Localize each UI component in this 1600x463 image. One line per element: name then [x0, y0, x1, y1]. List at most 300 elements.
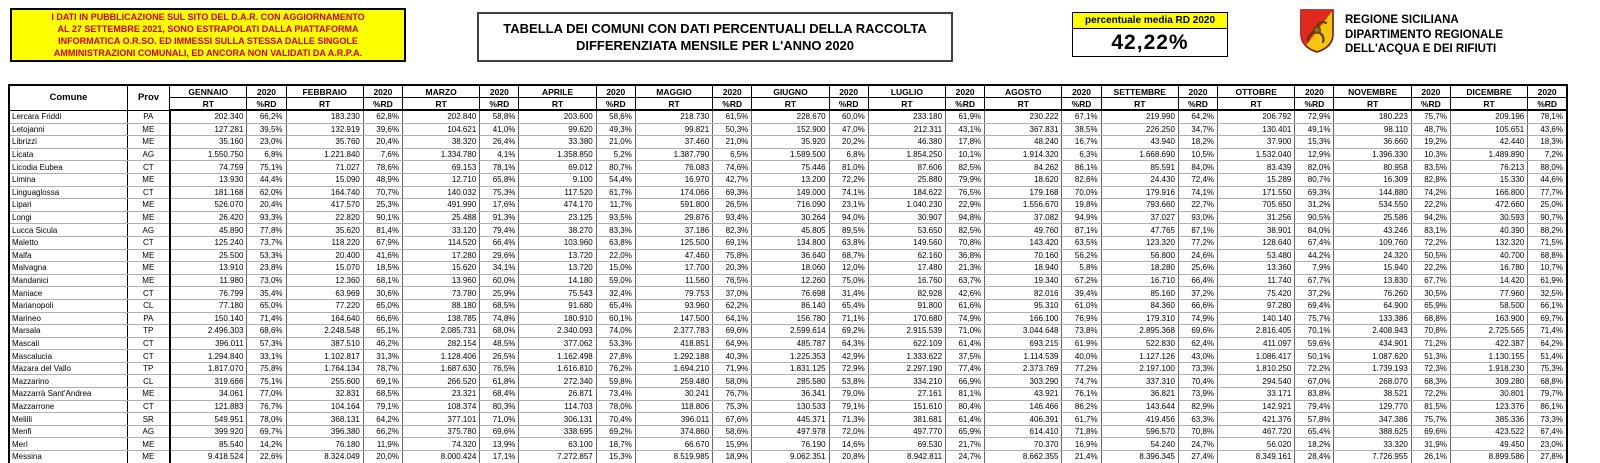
table-row — [9, 299, 1567, 312]
cell-prov: CL — [127, 299, 169, 312]
cell-rt: 2.248.548 — [286, 325, 363, 338]
cell-comune: Lucca Sicula — [9, 224, 127, 237]
cell-rd: 71,5% — [1528, 236, 1567, 249]
cell-rd: 7,6% — [363, 148, 402, 161]
cell-rt: 45.890 — [170, 224, 247, 237]
cell-rd: 68,5% — [363, 388, 402, 401]
cell-rt: 103.960 — [519, 236, 596, 249]
cell-rd: 77,8% — [247, 224, 286, 237]
cell-rd: 16,7% — [1062, 136, 1101, 149]
cell-rd: 49,1% — [1295, 123, 1334, 136]
cell-rt: 1.396.330 — [1334, 148, 1411, 161]
cell-rt: 76.260 — [1334, 287, 1411, 300]
cell-rd: 66,2% — [363, 425, 402, 438]
column-header-prov: Prov — [127, 85, 169, 110]
cell-rd: 71,9% — [713, 362, 752, 375]
cell-rt: 419.456 — [1101, 413, 1178, 426]
cell-rt: 45.805 — [752, 224, 829, 237]
cell-rt: 40.700 — [1450, 249, 1527, 262]
cell-rt: 17.480 — [868, 262, 945, 275]
page-title-line2: DIFFERENZIATA MENSILE PER L'ANNO 2020 — [575, 38, 855, 53]
cell-rt: 26.871 — [519, 388, 596, 401]
cell-rd: 86,1% — [1528, 400, 1567, 413]
cell-rd: 19,2% — [1411, 136, 1450, 149]
cell-rt: 104.164 — [286, 400, 363, 413]
cell-rt: 143.420 — [985, 236, 1062, 249]
disclaimer-line: AL 27 SETTEMBRE 2021, SONO ESTRAPOLATI DALLA PIATTAFORMA — [57, 24, 359, 34]
cell-rt: 33.120 — [402, 224, 479, 237]
cell-rt: 37.082 — [985, 211, 1062, 224]
table-row — [9, 199, 1567, 212]
cell-rt: 127.281 — [170, 123, 247, 136]
cell-rd: 80,3% — [480, 400, 519, 413]
cell-rt: 1.817.070 — [170, 362, 247, 375]
cell-comune: Mascali — [9, 337, 127, 350]
rt-header: RT — [286, 98, 363, 111]
table-row — [9, 375, 1567, 388]
cell-rd: 18,7% — [596, 438, 635, 451]
cell-rd: 53,8% — [829, 375, 868, 388]
cell-rd: 73,7% — [247, 236, 286, 249]
cell-rt: 13.930 — [170, 173, 247, 186]
cell-rt: 203.600 — [519, 110, 596, 123]
cell-rt: 76.083 — [635, 161, 712, 174]
cell-rd: 16,9% — [1062, 438, 1101, 451]
cell-rd: 68,8% — [1528, 375, 1567, 388]
cell-rd: 27,4% — [1178, 451, 1217, 463]
cell-rt: 399.920 — [170, 425, 247, 438]
cell-rd: 69,7% — [247, 425, 286, 438]
cell-rt: 202.340 — [170, 110, 247, 123]
cell-rd: 83,3% — [596, 224, 635, 237]
cell-rt: 183.230 — [286, 110, 363, 123]
cell-rd: 31,4% — [829, 287, 868, 300]
cell-rd: 73,0% — [247, 274, 286, 287]
cell-rt: 83.439 — [1218, 161, 1295, 174]
year-header: 2020 — [247, 85, 286, 98]
cell-comune: Merì — [9, 438, 127, 451]
cell-rt: 693.215 — [985, 337, 1062, 350]
cell-rt: 37.186 — [635, 224, 712, 237]
cell-rd: 65,4% — [829, 299, 868, 312]
cell-rt: 80.958 — [1334, 161, 1411, 174]
cell-rd: 83,5% — [1411, 161, 1450, 174]
table-row — [9, 287, 1567, 300]
cell-rt: 26.420 — [170, 211, 247, 224]
cell-rt: 1.128.406 — [402, 350, 479, 363]
cell-rd: 60,0% — [480, 274, 519, 287]
cell-rt: 13.830 — [1334, 274, 1411, 287]
rt-header: RT — [1101, 98, 1178, 111]
cell-rd: 25,9% — [480, 287, 519, 300]
cell-rd: 72,3% — [1411, 362, 1450, 375]
year-header: 2020 — [713, 85, 752, 98]
cell-rd: 76,2% — [596, 362, 635, 375]
cell-rd: 37,5% — [946, 350, 985, 363]
cell-rd: 87,1% — [1062, 224, 1101, 237]
cell-rt: 147.500 — [635, 312, 712, 325]
cell-rt: 338.695 — [519, 425, 596, 438]
cell-rt: 388.625 — [1334, 425, 1411, 438]
cell-rt: 36.660 — [1334, 136, 1411, 149]
cell-rd: 74,2% — [1411, 186, 1450, 199]
cell-rd: 42,7% — [713, 173, 752, 186]
cell-rd: 61,9% — [946, 110, 985, 123]
cell-rd: 15,9% — [713, 438, 752, 451]
cell-rd: 77,0% — [247, 388, 286, 401]
cell-rt: 8.899.586 — [1450, 451, 1527, 463]
cell-rd: 50,5% — [1411, 249, 1450, 262]
cell-rd: 93,5% — [596, 211, 635, 224]
cell-rd: 81,5% — [1411, 400, 1450, 413]
cell-rd: 34,7% — [1178, 123, 1217, 136]
cell-rd: 70,8% — [1411, 325, 1450, 338]
cell-rt: 85.160 — [1101, 287, 1178, 300]
table-row — [9, 186, 1567, 199]
cell-rd: 31,2% — [1295, 199, 1334, 212]
cell-rd: 64,2% — [1528, 337, 1567, 350]
cell-rt: 1.040.230 — [868, 199, 945, 212]
cell-rd: 72,2% — [829, 173, 868, 186]
cell-rt: 20.400 — [286, 249, 363, 262]
rd-data-table — [8, 84, 1568, 463]
cell-rd: 76,5% — [480, 362, 519, 375]
cell-rt: 8.519.985 — [635, 451, 712, 463]
cell-rt: 24.430 — [1101, 173, 1178, 186]
cell-prov: ME — [127, 173, 169, 186]
cell-rd: 65,4% — [1295, 425, 1334, 438]
cell-rt: 14.420 — [1450, 274, 1527, 287]
cell-rd: 6,8% — [829, 148, 868, 161]
cell-rt: 87.606 — [868, 161, 945, 174]
table-row — [9, 413, 1567, 426]
cell-rt: 377.101 — [402, 413, 479, 426]
cell-rd: 62,4% — [1178, 337, 1217, 350]
cell-rd: 32,5% — [1528, 287, 1567, 300]
cell-rd: 30,6% — [363, 287, 402, 300]
cell-rd: 80,4% — [946, 400, 985, 413]
month-header: LUGLIO — [868, 85, 945, 98]
cell-rt: 125.240 — [170, 236, 247, 249]
cell-rd: 88,2% — [1528, 224, 1567, 237]
year-header: 2020 — [946, 85, 985, 98]
cell-rt: 219.990 — [1101, 110, 1178, 123]
cell-rt: 40.390 — [1450, 224, 1527, 237]
cell-rd: 21,0% — [713, 136, 752, 149]
cell-rd: 31,9% — [1411, 438, 1450, 451]
cell-comune: Malvagna — [9, 262, 127, 275]
cell-comune: Licodia Eubea — [9, 161, 127, 174]
cell-rd: 82,5% — [946, 161, 985, 174]
cell-rd: 53,3% — [247, 249, 286, 262]
cell-rd: 75,7% — [1295, 312, 1334, 325]
cell-rt: 422.387 — [1450, 337, 1527, 350]
cell-rt: 377.062 — [519, 337, 596, 350]
cell-rd: 11,7% — [596, 199, 635, 212]
month-header: SETTEMBRE — [1101, 85, 1178, 98]
table-row — [9, 362, 1567, 375]
cell-rd: 73,3% — [1528, 413, 1567, 426]
cell-rd: 21,4% — [1062, 451, 1101, 463]
cell-rt: 406.391 — [985, 413, 1062, 426]
cell-rd: 15,0% — [596, 262, 635, 275]
cell-rd: 66,4% — [480, 236, 519, 249]
cell-prov: ME — [127, 451, 169, 463]
cell-rd: 15,3% — [596, 451, 635, 463]
cell-rt: 164.740 — [286, 186, 363, 199]
cell-rt: 1.810.250 — [1218, 362, 1295, 375]
cell-rd: 69,1% — [363, 375, 402, 388]
cell-rd: 69,3% — [713, 186, 752, 199]
cell-rt: 151.610 — [868, 400, 945, 413]
cell-rt: 142.921 — [1218, 400, 1295, 413]
rd-header: %RD — [1062, 98, 1101, 111]
cell-rt: 282.154 — [402, 337, 479, 350]
cell-prov: ME — [127, 274, 169, 287]
cell-comune: Maniace — [9, 287, 127, 300]
rd-header: %RD — [1411, 98, 1450, 111]
cell-rd: 69,6% — [480, 425, 519, 438]
cell-rt: 16.970 — [635, 173, 712, 186]
cell-rd: 94,8% — [946, 211, 985, 224]
cell-rd: 94,0% — [829, 211, 868, 224]
cell-rt: 99.821 — [635, 123, 712, 136]
cell-rt: 69.530 — [868, 438, 945, 451]
cell-rd: 13,9% — [480, 438, 519, 451]
cell-rd: 71,3% — [829, 413, 868, 426]
cell-rd: 61,4% — [946, 337, 985, 350]
cell-rd: 78,6% — [363, 161, 402, 174]
cell-rd: 63,8% — [829, 236, 868, 249]
cell-rt: 30.241 — [635, 388, 712, 401]
cell-rt: 74.320 — [402, 438, 479, 451]
cell-rt: 30.593 — [1450, 211, 1527, 224]
cell-rt: 18.940 — [985, 262, 1062, 275]
cell-rt: 17.700 — [635, 262, 712, 275]
cell-rt: 93.960 — [635, 299, 712, 312]
cell-rt: 76.213 — [1450, 161, 1527, 174]
cell-rd: 60,0% — [829, 110, 868, 123]
cell-rt: 179.916 — [1101, 186, 1178, 199]
cell-rd: 56,2% — [1062, 249, 1101, 262]
cell-rt: 15.289 — [1218, 173, 1295, 186]
cell-rd: 50,1% — [1295, 350, 1334, 363]
cell-rd: 68,6% — [247, 325, 286, 338]
cell-comune: Marianopoli — [9, 299, 127, 312]
disclaimer-line: I DATI IN PUBBLICAZIONE SUL SITO DEL D.A.R. CON AGGIORNAMENTO — [51, 12, 365, 22]
cell-rd: 12,0% — [829, 262, 868, 275]
cell-prov: ME — [127, 199, 169, 212]
cell-rd: 83,1% — [1411, 224, 1450, 237]
cell-rd: 62,0% — [247, 186, 286, 199]
cell-rt: 233.180 — [868, 110, 945, 123]
cell-rt: 123.376 — [1450, 400, 1527, 413]
cell-rt: 411.097 — [1218, 337, 1295, 350]
cell-rt: 43.940 — [1101, 136, 1178, 149]
cell-rd: 23,0% — [247, 136, 286, 149]
rt-header: RT — [635, 98, 712, 111]
month-header: APRILE — [519, 85, 596, 98]
cell-rd: 54,4% — [596, 173, 635, 186]
rt-header: RT — [1334, 98, 1411, 111]
year-header: 2020 — [480, 85, 519, 98]
rd-header: %RD — [829, 98, 868, 111]
cell-comune: Mazzarrone — [9, 400, 127, 413]
cell-rt: 30.801 — [1450, 388, 1527, 401]
cell-rd: 80,7% — [596, 161, 635, 174]
cell-rd: 68,1% — [363, 274, 402, 287]
cell-rt: 62.160 — [868, 249, 945, 262]
cell-rd: 73,3% — [1178, 362, 1217, 375]
cell-rt: 84.262 — [985, 161, 1062, 174]
cell-rt: 42.440 — [1450, 136, 1527, 149]
cell-rt: 82.016 — [985, 287, 1062, 300]
cell-rd: 94,2% — [1411, 211, 1450, 224]
cell-rt: 76.180 — [286, 438, 363, 451]
cell-rd: 25,3% — [363, 199, 402, 212]
cell-rt: 272.340 — [519, 375, 596, 388]
cell-rt: 9.062.351 — [752, 451, 829, 463]
cell-rd: 94,9% — [1062, 211, 1101, 224]
cell-rt: 36.821 — [1101, 388, 1178, 401]
cell-rd: 72,0% — [829, 425, 868, 438]
cell-rt: 76.799 — [170, 287, 247, 300]
rt-header: RT — [1450, 98, 1527, 111]
cell-rd: 22,0% — [596, 249, 635, 262]
cell-rt: 18.280 — [1101, 262, 1178, 275]
cell-rd: 60,1% — [596, 312, 635, 325]
cell-rt: 49.760 — [985, 224, 1062, 237]
table-row — [9, 148, 1567, 161]
cell-rt: 396.011 — [170, 337, 247, 350]
cell-rt: 347.386 — [1334, 413, 1411, 426]
cell-rt: 8.324.049 — [286, 451, 363, 463]
cell-rd: 93,3% — [247, 211, 286, 224]
cell-rt: 2.297.190 — [868, 362, 945, 375]
disclaimer-line: AMMINISTRAZIONI COMUNALI, ED ANCORA NON VALIDATI DA A.R.P.A. — [53, 48, 363, 58]
cell-rt: 171.550 — [1218, 186, 1295, 199]
cell-rt: 285.580 — [752, 375, 829, 388]
cell-rd: 68,0% — [480, 325, 519, 338]
cell-prov: CT — [127, 350, 169, 363]
cell-rd: 64,2% — [363, 413, 402, 426]
cell-rd: 76,7% — [247, 400, 286, 413]
cell-rt: 226.250 — [1101, 123, 1178, 136]
cell-rd: 23,1% — [829, 199, 868, 212]
cell-rd: 90,5% — [1295, 211, 1334, 224]
cell-rd: 74,7% — [1062, 375, 1101, 388]
cell-rd: 69,6% — [1178, 325, 1217, 338]
cell-rt: 146.466 — [985, 400, 1062, 413]
cell-rd: 86,2% — [1062, 400, 1101, 413]
cell-rt: 1.687.630 — [402, 362, 479, 375]
cell-rt: 35.760 — [286, 136, 363, 149]
cell-rd: 65,8% — [480, 173, 519, 186]
cell-rd: 34,1% — [480, 262, 519, 275]
table-row — [9, 136, 1567, 149]
cell-rt: 105.651 — [1450, 123, 1527, 136]
cell-rt: 104.621 — [402, 123, 479, 136]
cell-rd: 7,2% — [1528, 148, 1567, 161]
cell-comune: Menfi — [9, 425, 127, 438]
cell-rd: 64,1% — [713, 312, 752, 325]
cell-rt: 445.371 — [752, 413, 829, 426]
cell-rt: 228.670 — [752, 110, 829, 123]
cell-rt: 43.246 — [1334, 224, 1411, 237]
cell-rd: 82,3% — [713, 224, 752, 237]
cell-comune: Lercara Friddi — [9, 110, 127, 123]
cell-rd: 18,2% — [1178, 136, 1217, 149]
cell-rd: 73,9% — [1178, 388, 1217, 401]
cell-rd: 48,5% — [480, 337, 519, 350]
rt-header: RT — [868, 98, 945, 111]
cell-rt: 76.190 — [752, 438, 829, 451]
cell-rt: 294.540 — [1218, 375, 1295, 388]
cell-rd: 77,7% — [1528, 186, 1567, 199]
cell-rt: 8.396.345 — [1101, 451, 1178, 463]
cell-rt: 212.311 — [868, 123, 945, 136]
cell-rt: 2.895.368 — [1101, 325, 1178, 338]
cell-rt: 17.280 — [402, 249, 479, 262]
cell-rd: 72,9% — [829, 362, 868, 375]
cell-rt: 2.816.405 — [1218, 325, 1295, 338]
cell-rt: 549.951 — [170, 413, 247, 426]
cell-rd: 66,6% — [363, 312, 402, 325]
year-header: 2020 — [1411, 85, 1450, 98]
cell-rd: 91,3% — [480, 211, 519, 224]
cell-rd: 67,4% — [1295, 236, 1334, 249]
cell-rt: 622.109 — [868, 337, 945, 350]
cell-prov: CT — [127, 287, 169, 300]
rd-header: %RD — [480, 98, 519, 111]
cell-rt: 114.703 — [519, 400, 596, 413]
cell-rd: 75,3% — [713, 400, 752, 413]
cell-rd: 65,9% — [946, 425, 985, 438]
year-header: 2020 — [1295, 85, 1334, 98]
cell-rd: 82,9% — [1178, 400, 1217, 413]
cell-rd: 68,4% — [480, 388, 519, 401]
cell-rt: 591.800 — [635, 199, 712, 212]
cell-comune: Marineo — [9, 312, 127, 325]
table-row — [9, 325, 1567, 338]
cell-rd: 75,7% — [1411, 413, 1450, 426]
table-row — [9, 236, 1567, 249]
cell-prov: PA — [127, 110, 169, 123]
cell-rd: 10,3% — [1411, 148, 1450, 161]
cell-rd: 14,6% — [829, 438, 868, 451]
cell-rt: 121.883 — [170, 400, 247, 413]
cell-rt: 202.840 — [402, 110, 479, 123]
cell-rd: 68,8% — [1528, 249, 1567, 262]
cell-rt: 125.500 — [635, 236, 712, 249]
cell-rd: 61,5% — [713, 110, 752, 123]
cell-rt: 1.358.850 — [519, 148, 596, 161]
cell-rt: 170.680 — [868, 312, 945, 325]
cell-rd: 61,9% — [1062, 337, 1101, 350]
page-title — [477, 12, 953, 62]
cell-rd: 71,1% — [829, 312, 868, 325]
cell-rt: 1.130.155 — [1450, 350, 1527, 363]
cell-rt: 149.000 — [752, 186, 829, 199]
cell-rd: 72,9% — [1295, 110, 1334, 123]
cell-rt: 15.090 — [286, 173, 363, 186]
cell-rd: 70,4% — [596, 413, 635, 426]
cell-rd: 6,3% — [1062, 148, 1101, 161]
cell-rd: 22,7% — [1178, 199, 1217, 212]
cell-rd: 65,4% — [596, 299, 635, 312]
cell-rd: 79,4% — [480, 224, 519, 237]
cell-rd: 79,1% — [829, 400, 868, 413]
